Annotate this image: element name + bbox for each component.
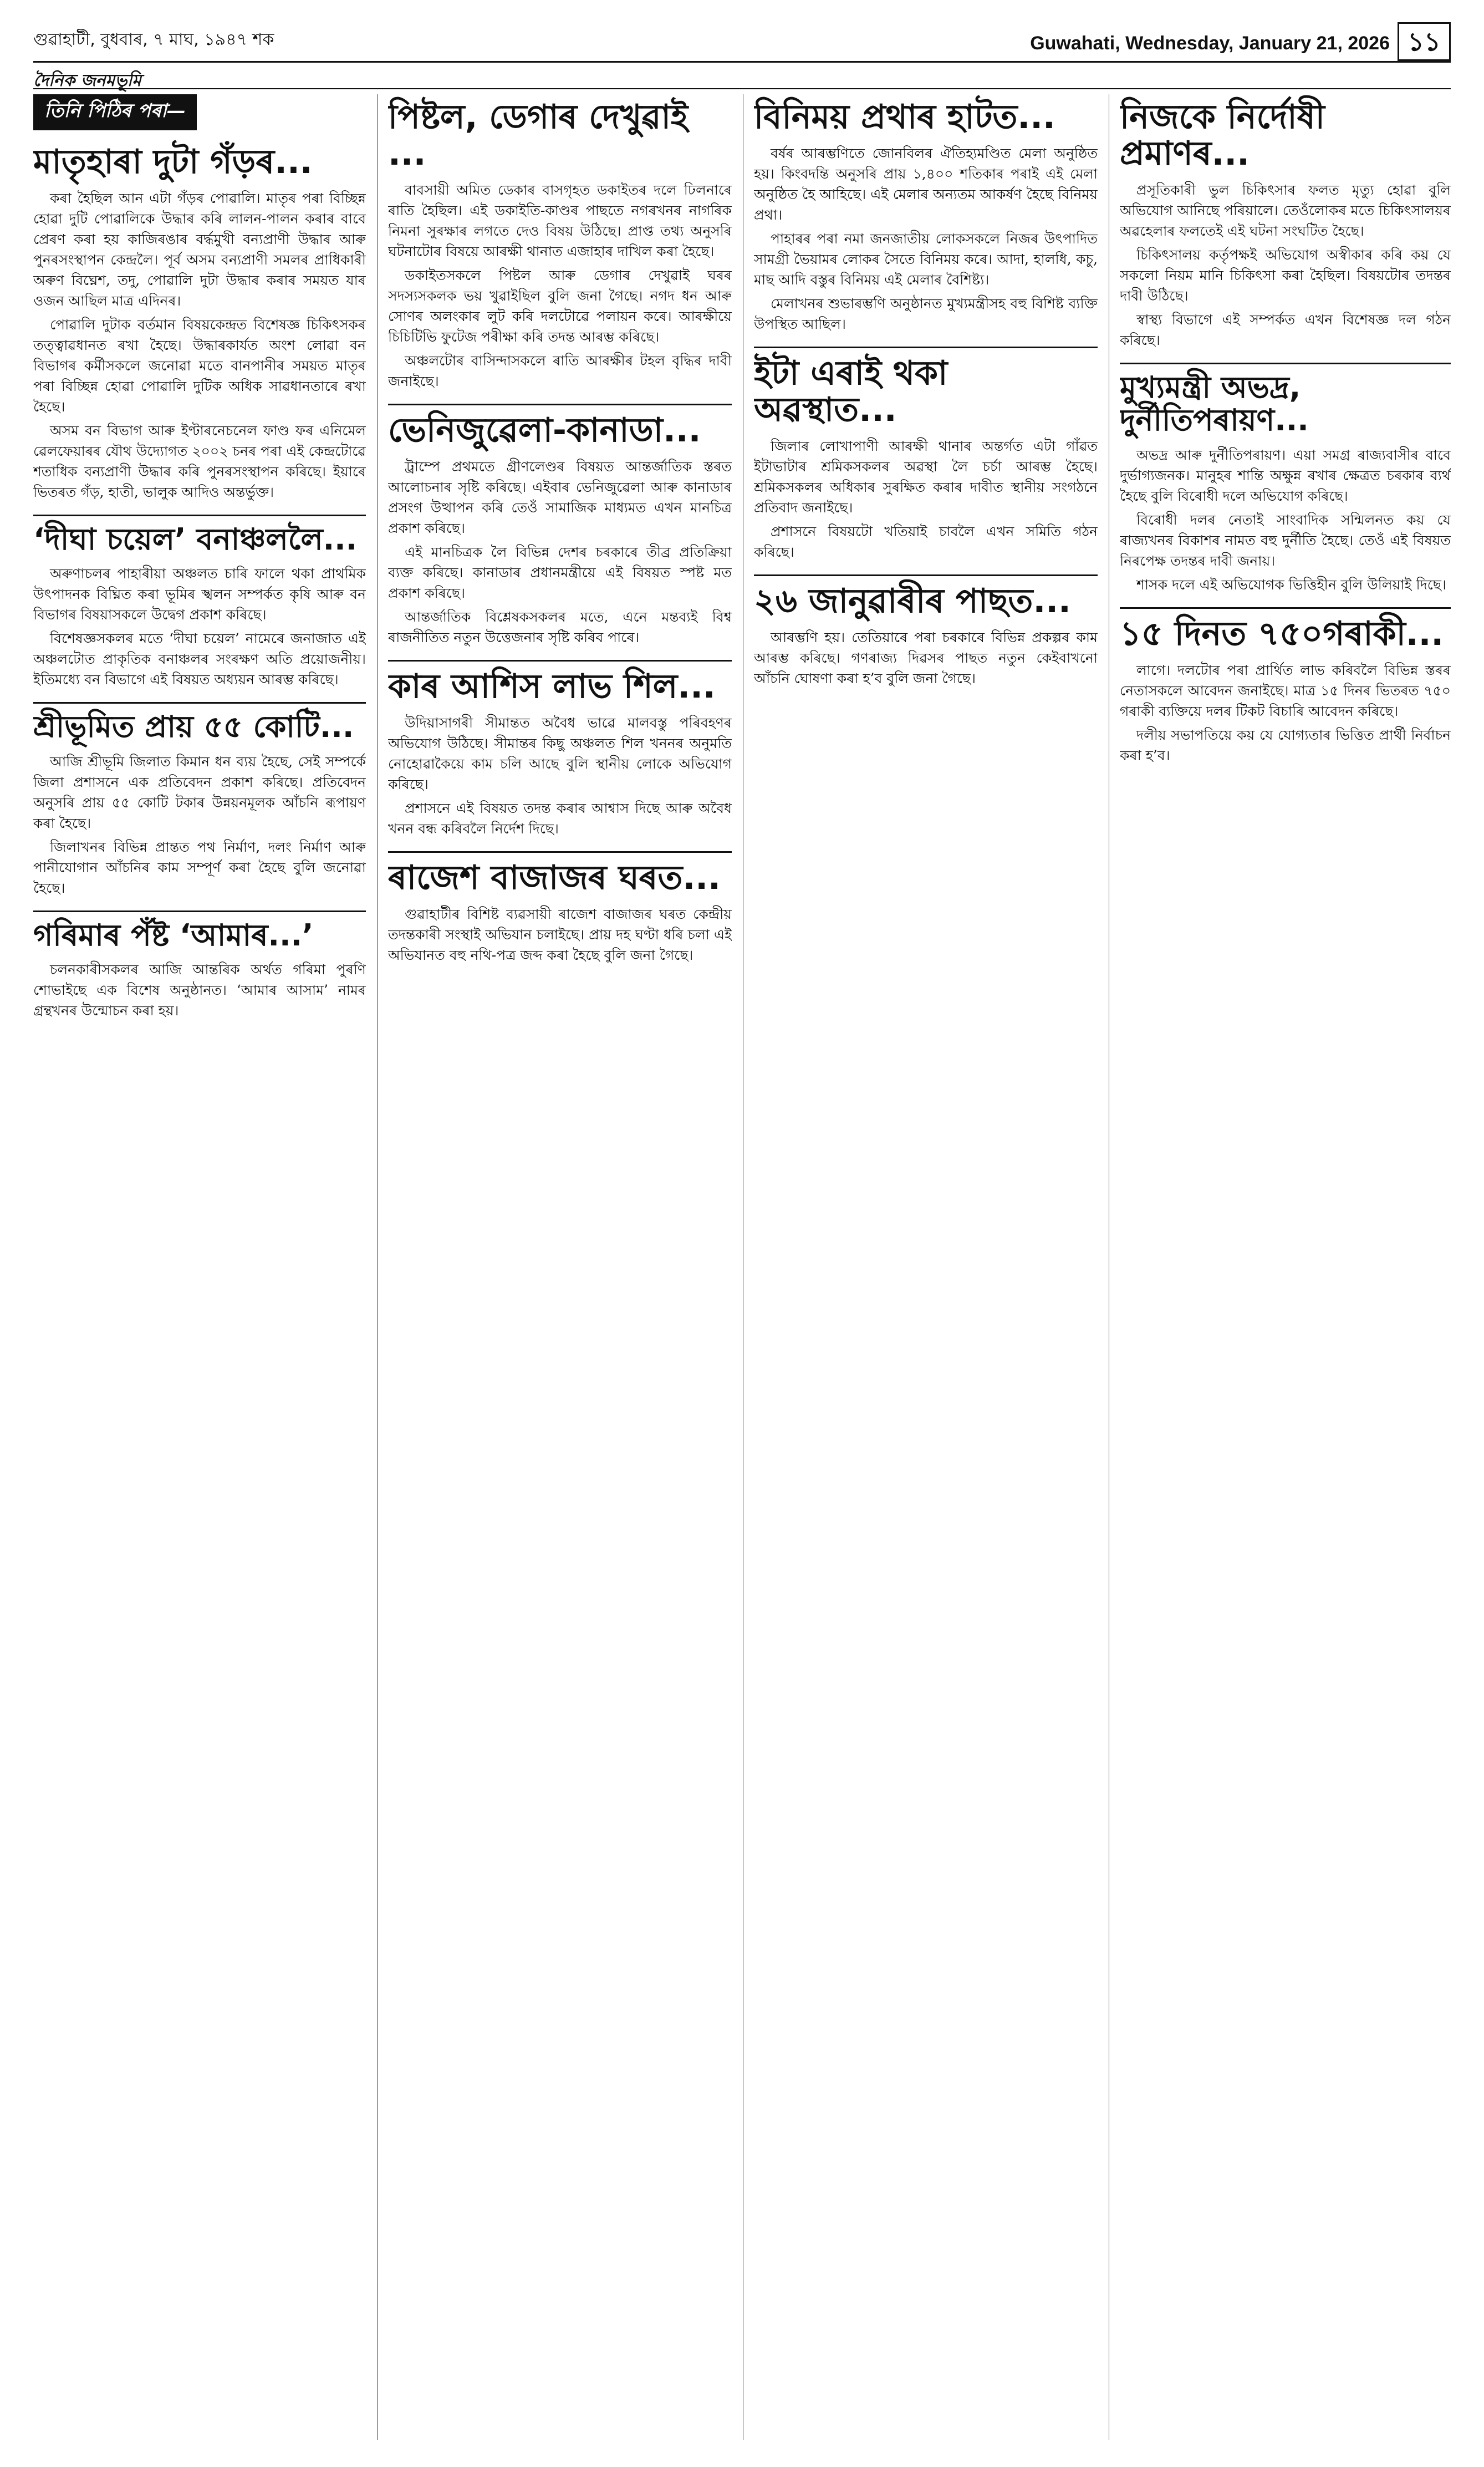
- headline: ৰাজেশ বাজাজৰ ঘৰত...: [388, 858, 721, 897]
- paragraph: এই মানচিত্ৰক লৈ বিভিন্ন দেশৰ চৰকাৰে তীব্ৰ প্ৰতিক্ৰিয়া ব্যক্ত কৰিছে। কানাডাৰ প্ৰধানমন্ত্ৰীয়ে এই বিষয়ত স্পষ্ট মত প্ৰকাশ কৰিছে।: [388, 544, 732, 601]
- article-rhino-calves: [33, 144, 366, 502]
- headline: বিনিময় প্ৰথাৰ হাটত...: [754, 98, 1055, 136]
- paragraph: চলনকাৰীসকলৰ আজি আন্তৰিক অৰ্থত গৰিমা পুৰণি শোভাইছে এক বিশেষ অনুষ্ঠানত। ‘আমাৰ আসাম’ নামৰ গ্ৰন্থখনৰ উন্মোচন কৰা হয়।: [33, 962, 366, 1019]
- headline: পিষ্টল, ডেগাৰ দেখুৱাই ...: [388, 98, 689, 173]
- paragraph: জিলাৰ লোখাপাণী আৰক্ষী থানাৰ অন্তৰ্গত এটা গাঁৱত ইটাভাটাৰ শ্ৰমিকসকলৰ অৱস্থা লৈ চৰ্চা আৰম্ভ হৈছে। শ্ৰমিকসকলৰ অধিকাৰ সুৰক্ষিত কৰাৰ দাবীত স্থানীয় সংগঠনে প্ৰতিবাদ জনাইছে।: [754, 438, 1098, 516]
- column-divider: [377, 94, 378, 2440]
- divider: [388, 660, 732, 662]
- paragraph: আজি শ্ৰীভূমি জিলাত কিমান ধন ব্যয় হৈছে, সেই সম্পৰ্কে জিলা প্ৰশাসনে এক প্ৰতিবেদন প্ৰকাশ কৰিছে। প্ৰতিবেদন অনুসৰি প্ৰায় ৫৫ কোটি টকাৰ উন্নয়নমূলক আঁচনি ৰূপায়ণ কৰা হৈছে।: [33, 753, 366, 831]
- page-number: ১১: [1398, 22, 1451, 61]
- article-body: [388, 456, 732, 648]
- continued-tag: তিনি পিঠিৰ পৰা—: [33, 94, 197, 130]
- article-jan-26: [754, 583, 1098, 689]
- article-venezuela-canada: [388, 412, 732, 648]
- paragraph: জিলাখনৰ বিভিন্ন প্ৰান্তত পথ নিৰ্মাণ, দলং নিৰ্মাণ আৰু পানীযোগান আঁচনিৰ কাম সম্পূৰ্ণ কৰা হৈছে বুলি জনোৱা হৈছে।: [33, 838, 366, 896]
- article-750-applicants: [1120, 616, 1451, 766]
- article-body: [388, 180, 732, 391]
- divider: [388, 404, 732, 405]
- paragraph: ডকাইতসকলে পিষ্টল আৰু ডেগাৰ দেখুৱাই ঘৰৰ সদস্যসকলক ভয় খুৱাইছিল বুলি জনা গৈছে। নগদ ধন আৰু সোণৰ অলংকাৰ লুট কৰি দলটোৱে পলায়ন কৰে। আৰক্ষীয়ে চিচিটিভি ফুটেজ পৰীক্ষা কৰি তদন্ত আৰম্ভ কৰিছে।: [388, 267, 732, 345]
- paragraph: প্ৰশাসনে এই বিষয়ত তদন্ত কৰাৰ আশ্বাস দিছে আৰু অবৈধ খনন বন্ধ কৰিবলৈ নিৰ্দেশ দিছে।: [388, 800, 732, 837]
- paragraph: আৰম্ভণি হয়। তেতিয়াৰে পৰা চৰকাৰে বিভিন্ন প্ৰকল্পৰ কাম আৰম্ভ কৰিছে। গণৰাজ্য দিৱসৰ পাছত নতুন কেইবাখনো আঁচনি ঘোষণা কৰা হ’ব বুলি জনা গৈছে।: [754, 629, 1098, 686]
- article-body: [33, 751, 366, 898]
- article-barter-fair: [754, 99, 1098, 334]
- article-body: [754, 436, 1098, 562]
- paragraph: উদিয়াসাগৰী সীমান্তত অবৈধ ভাৱে মালবস্তু পৰিবহণৰ অভিযোগ উঠিছে। সীমান্তৰ কিছু অঞ্চলত শিল খননৰ অনুমতি নোহোৱাকৈয়ে কাম চলি আছে বুলি স্থানীয় লোকে অভিযোগ কৰিছে।: [388, 715, 732, 792]
- headline: ইটা এৰাই থকা অৱস্থাত...: [754, 354, 948, 429]
- article-body: [1120, 445, 1451, 595]
- column-1: [33, 94, 366, 2440]
- article-sribhumi: [33, 710, 366, 898]
- article-body: [33, 188, 366, 502]
- article-body: [388, 904, 732, 965]
- divider: [388, 851, 732, 853]
- date-right: Guwahati, Wednesday, January 21, 2026: [1030, 33, 1390, 54]
- paragraph: প্ৰশাসনে বিষয়টো খতিয়াই চাবলৈ এখন সমিতি গঠন কৰিছে।: [754, 523, 1098, 560]
- date-left: গুৱাহাটী, বুধবাৰ, ৭ মাঘ, ১৯৪৭ শক: [33, 30, 274, 49]
- paragraph: চিকিৎসালয় কৰ্তৃপক্ষই অভিযোগ অস্বীকাৰ কৰি কয় যে সকলো নিয়ম মানি চিকিৎসা কৰা হৈছিল। বিষয়টোৰ তদন্তৰ দাবী উঠিছে।: [1120, 247, 1451, 304]
- paragraph: গুৱাহাটীৰ বিশিষ্ট ব্যৱসায়ী ৰাজেশ বাজাজৰ ঘৰত কেন্দ্ৰীয় তদন্তকাৰী সংস্থাই অভিযান চলাইছে। প্ৰায় দহ ঘণ্টা ধৰি চলা এই অভিযানত বহু নথি-পত্ৰ জব্দ কৰা হৈছে বুলি জনা গৈছে।: [388, 906, 732, 963]
- paragraph: স্বাস্থ্য বিভাগে এই সম্পৰ্কত এখন বিশেষজ্ঞ দল গঠন কৰিছে।: [1120, 312, 1451, 348]
- column-3: [754, 94, 1098, 2440]
- article-body: [388, 713, 732, 839]
- divider: [754, 347, 1098, 348]
- paragraph: বৰ্ষৰ আৰম্ভণিতে জোনবিলৰ ঐতিহ্যমণ্ডিত মেলা অনুষ্ঠিত হয়। কিংবদন্তি অনুসৰি প্ৰায় ১,৪০০ শতিকাৰ পৰাই এই মেলা অনুষ্ঠিত হৈ আহিছে। এই মেলাৰ অন্যতম আকৰ্ষণ হৈছে বিনিময় প্ৰথা।: [754, 145, 1098, 223]
- headline: ‘দীঘা চয়েল’ বনাঞ্চললৈ...: [33, 522, 358, 557]
- article-body: [1120, 660, 1451, 766]
- article-body: [754, 143, 1098, 334]
- article-rajesh-bajaj: [388, 859, 732, 965]
- paragraph: প্ৰসূতিকাৰী ভুল চিকিৎসাৰ ফলত মৃত্যু হোৱা বুলি অভিযোগ আনিছে পৰিয়ালে। তেওঁলোকৰ মতে চিকিৎসালয়ৰ অৱহেলাৰ ফলতেই এই ঘটনা সংঘটিত হৈছে।: [1120, 182, 1451, 239]
- divider: [33, 702, 366, 704]
- column-2: [388, 94, 732, 2440]
- masthead: [33, 22, 1451, 63]
- article-body: [33, 959, 366, 1021]
- divider: [33, 910, 366, 912]
- headline: শ্ৰীভূমিত প্ৰায় ৫৫ কোটি...: [33, 709, 354, 745]
- headline: ১৫ দিনত ৭৫০গৰাকী...: [1120, 614, 1444, 653]
- paragraph: লাগে। দলটোৰ পৰা প্ৰাৰ্থিত লাভ কৰিবলৈ বিভিন্ন স্তৰৰ নেতাসকলে আবেদন জনাইছে। মাত্ৰ ১৫ দিনৰ ভিতৰত ৭৫০ গৰাকী ব্যক্তিয়ে দলৰ টিকট বিচাৰি আবেদন কৰিছে।: [1120, 662, 1451, 719]
- headline: কাৰ আশিস লাভ শিল...: [388, 667, 716, 706]
- article-brick-kiln: [754, 355, 1098, 562]
- article-garima: [33, 919, 366, 1021]
- paragraph: মেলাখনৰ শুভাৰম্ভণি অনুষ্ঠানত মুখ্যমন্ত্ৰীসহ বহু বিশিষ্ট ব্যক্তি উপস্থিত আছিল।: [754, 296, 1098, 332]
- article-chief-minister: [1120, 371, 1451, 595]
- article-pistol-dagger: [388, 99, 732, 391]
- headline: ভেনিজুৱেলা-কানাডা...: [388, 411, 701, 450]
- columns: [33, 94, 1451, 2440]
- paragraph: দলীয় সভাপতিয়ে কয় যে যোগ্যতাৰ ভিত্তিত প্ৰাৰ্থী নিৰ্বাচন কৰা হ’ব।: [1120, 726, 1451, 764]
- headline: মাতৃহাৰা দুটা গঁড়ৰ...: [33, 143, 313, 181]
- paragraph: আন্তৰ্জাতিক বিশ্লেষকসকলৰ মতে, এনে মন্তব্যই বিশ্ব ৰাজনীতিত নতুন উত্তেজনাৰ সৃষ্টি কৰিব পাৰে।: [388, 609, 732, 645]
- paragraph: অসম বন বিভাগ আৰু ইণ্টাৰনেচনেল ফাণ্ড ফৰ এনিমেল ৱেলফেয়াৰৰ যৌথ উদ্যোগত ২০০২ চনৰ পৰা এই কেন্দ্ৰটোৱে শতাধিক বন্যপ্ৰাণী উদ্ধাৰ কৰি পুনৰসংস্থাপন কৰিছে। ইয়াৰে ভিতৰত গঁড়, হাতী, ভালুক আদিও অন্তৰ্ভুক্ত।: [33, 423, 366, 500]
- paragraph: বাবসায়ী অমিত ডেকাৰ বাসগৃহত ডকাইতৰ দলে ঢিলনাৰে ৰাতি হৈছিল। এই ডকাইতি-কাণ্ডৰ পাছতে নগৰখনৰ নাগৰিক নিমনা সুৰক্ষাৰ লগতে দেও বিষয় উঠিছে। প্ৰাপ্ত তথ্য অনুসৰি ঘটনাটোৰ বিষয়ে আৰক্ষী থানাত এজাহাৰ দাখিল কৰা হৈছে।: [388, 182, 732, 260]
- paragraph: শাসক দলে এই অভিযোগক ভিত্তিহীন বুলি উলিয়াই দিছে।: [1136, 576, 1446, 593]
- divider: [33, 515, 366, 516]
- article-innocent-proof: [1120, 99, 1451, 350]
- article-body: [33, 563, 366, 690]
- paragraph: অভদ্ৰ আৰু দুৰ্নীতিপৰায়ণ। এয়া সমগ্ৰ ৰাজ্যবাসীৰ বাবে দুৰ্ভাগ্যজনক। মানুহৰ শান্তি অক্ষুন্ন ৰখাৰ ক্ষেত্ৰত চৰকাৰ ব্যৰ্থ হৈছে বুলি বিৰোধী দলে অভিযোগ কৰিছে।: [1120, 446, 1451, 504]
- column-4: [1120, 94, 1451, 2440]
- article-body: [1120, 180, 1451, 350]
- paragraph: অৰুণাচলৰ পাহাৰীয়া অঞ্চলত চাৰি ফালে থকা প্ৰাথমিক উৎপাদনক বিঘ্নিত কৰা ভূমিৰ স্খলন সম্পৰ্কত কৃষি আৰু বন বিভাগৰ বিষয়াসকলে উদ্বেগ প্ৰকাশ কৰিছে।: [33, 566, 366, 623]
- sub-bar: [33, 66, 1451, 89]
- headline: মুখ্যমন্ত্ৰী অভদ্ৰ, দুৰ্নীতিপৰায়ণ...: [1120, 370, 1309, 438]
- divider: [1120, 363, 1451, 364]
- paragraph: কৰা হৈছিল আন এটা গঁড়ৰ পোৱালি। মাতৃৰ পৰা বিচ্ছিন্ন হোৱা দুটি পোৱালিকে উদ্ধাৰ কৰি লালন-পালন কৰাৰ বাবে প্ৰেৰণ কৰা হয় কাজিৰঙাৰ বৰ্দ্ধমুখী বন্যপ্ৰাণী উদ্ধাৰ আৰু পুনৰসংস্থাপন কেন্দ্ৰলৈ। পূৰ্ব অসম বন্যপ্ৰাণী সমলৰ প্ৰাধিকাৰী অৰুণ বিঘ্নেশ, তদু, পোৱালি দুটা উদ্ধাৰ কৰাৰ সময়ত যাৰ ওজন আছিল মাত্ৰ এদিনৰ।: [33, 190, 366, 309]
- article-body: [754, 627, 1098, 689]
- headline: ২৬ জানুৱাৰীৰ পাছত...: [754, 582, 1071, 620]
- paragraph: বিশেষজ্ঞসকলৰ মতে ‘দীঘা চয়েল’ নামেৰে জনাজাত এই অঞ্চলটোত প্ৰাকৃতিক বনাঞ্চলৰ সংৰক্ষণ অতি প্ৰয়োজনীয়। ইতিমধ্যে বন বিভাগে এই বিষয়ত অধ্যয়ন আৰম্ভ কৰিছে।: [33, 630, 366, 688]
- article-digha-soil: [33, 523, 366, 690]
- headline: গৰিমাৰ পঁষ্ট ‘আমাৰ...’: [33, 917, 314, 953]
- paper-name: দৈনিক জনমভূমি: [33, 71, 141, 90]
- paragraph: অঞ্চলটোৰ বাসিন্দাসকলে ৰাতি আৰক্ষীৰ টহল বৃদ্ধিৰ দাবী জনাইছে।: [388, 353, 732, 389]
- divider: [754, 574, 1098, 576]
- paragraph: বিৰোধী দলৰ নেতাই সাংবাদিক সন্মিলনত কয় যে ৰাজ্যখনৰ বিকাশৰ নামত বহু দুৰ্নীতি হৈছে। তেওঁ এই বিষয়ত নিৰপেক্ষ তদন্তৰ দাবী জনায়।: [1120, 511, 1451, 569]
- paragraph: পাহাৰৰ পৰা নমা জনজাতীয় লোকসকলে নিজৰ উৎপাদিত সামগ্ৰী ভৈয়ামৰ লোকৰ সৈতে বিনিময় কৰে। আদা, হালধি, কচু, মাছ আদি বস্তুৰ বিনিময় এই মেলাৰ বৈশিষ্ট্য।: [754, 231, 1098, 288]
- article-stone-mining: [388, 668, 732, 839]
- paragraph: ট্ৰাম্পে প্ৰথমতে গ্ৰীণলেণ্ডৰ বিষয়ত আন্তৰ্জাতিক স্তৰত আলোচনাৰ সৃষ্টি কৰিছে। এইবাৰ ভেনিজুৱেলা আৰু কানাডাৰ প্ৰসংগ উত্থাপন কৰি তেওঁ সামাজিক মাধ্যমত এখন মানচিত্ৰ প্ৰকাশ কৰিছে।: [388, 459, 732, 536]
- divider: [1120, 607, 1451, 609]
- headline: নিজকে নিৰ্দোষী প্ৰমাণৰ...: [1120, 98, 1325, 173]
- paragraph: পোৱালি দুটাক বৰ্তমান বিষয়কেন্দ্ৰত বিশেষজ্ঞ চিকিৎসকৰ তত্ত্বাৱধানত ৰখা হৈছে। উদ্ধাৰকাৰ্যত অংশ লোৱা বন বিভাগৰ কৰ্মীসকলে জনোৱা মতে বানপানীৰ সময়ত মাতৃৰ পৰা বিচ্ছিন্ন হোৱা পোৱালি দুটিক অধিক সাৱধানতাৰে ৰখা হৈছে।: [33, 317, 366, 415]
